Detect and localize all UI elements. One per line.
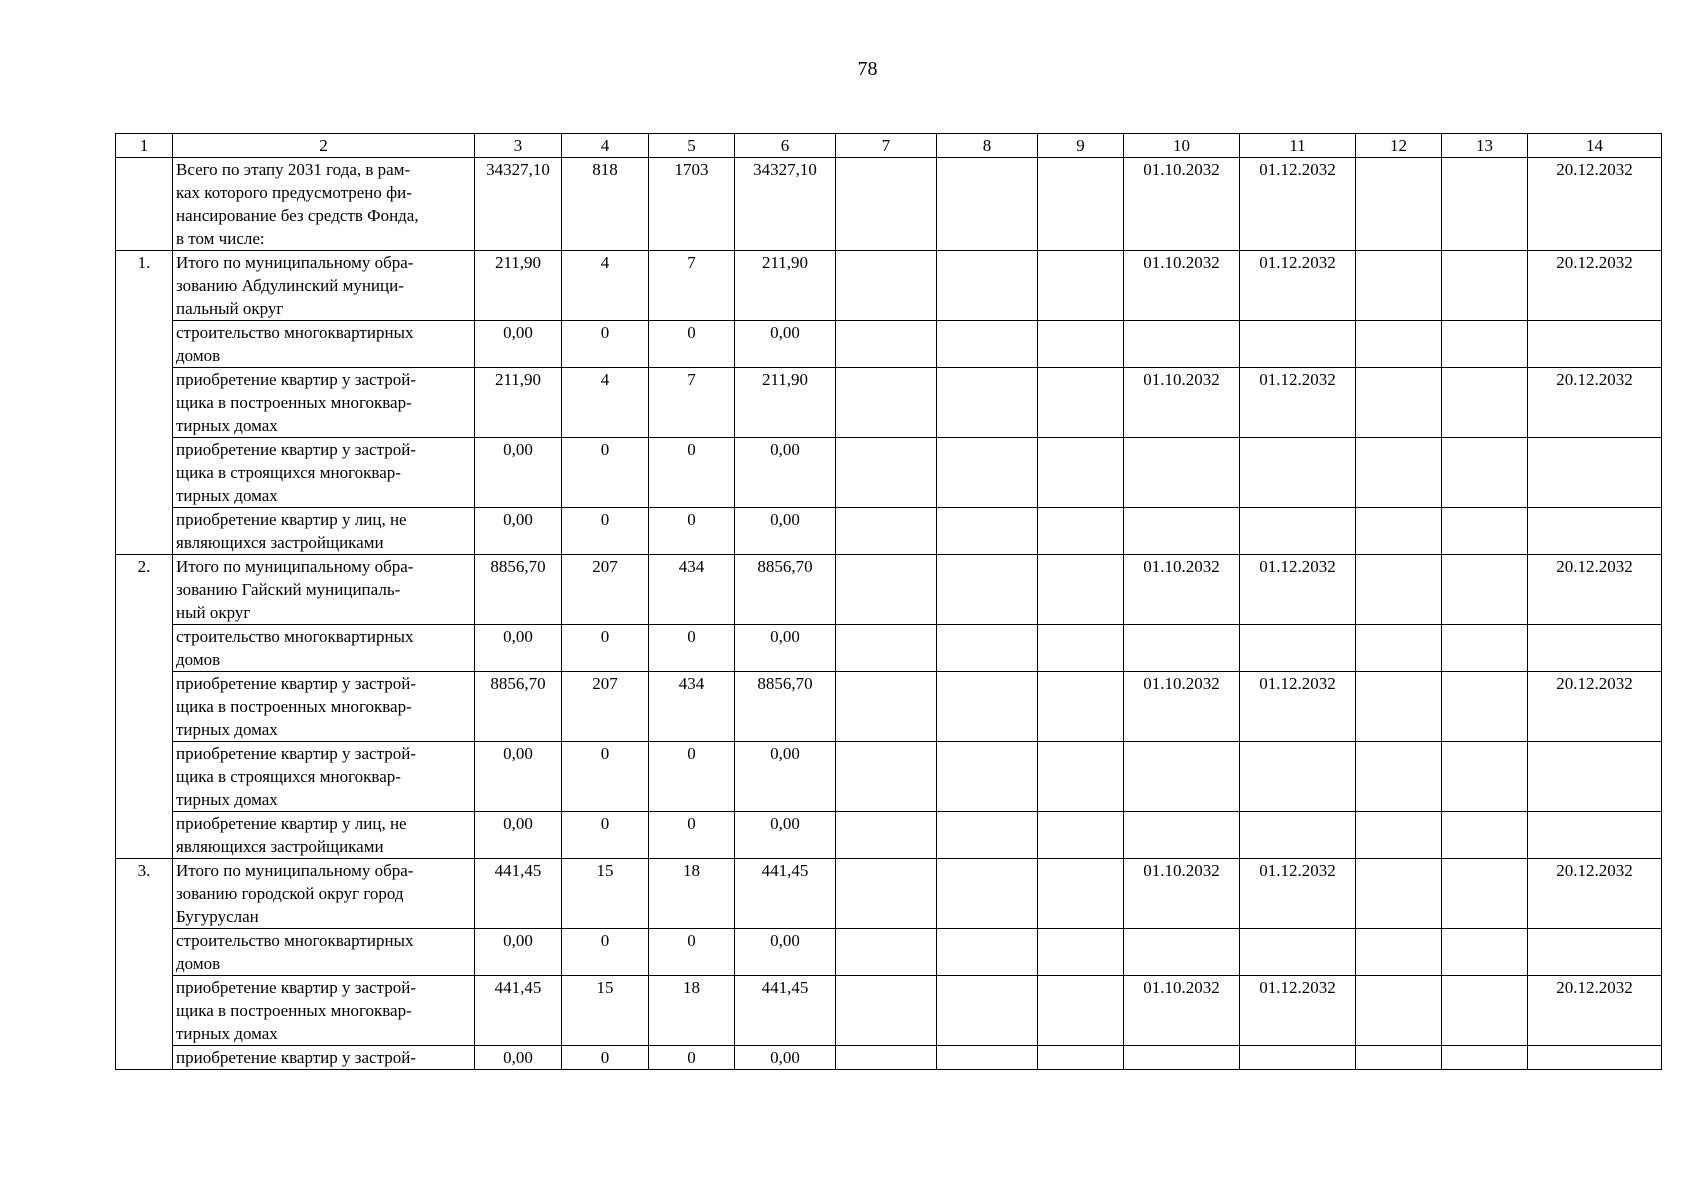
cell-col-14: 20.12.2032 — [1528, 251, 1662, 321]
cell-col-13 — [1442, 508, 1528, 555]
table-row — [116, 812, 1662, 859]
table-row — [116, 1046, 1662, 1070]
table-row — [116, 672, 1662, 742]
cell-col-7 — [836, 555, 937, 625]
cell-col-3: 0,00 — [475, 812, 562, 859]
cell-col-12 — [1356, 555, 1442, 625]
cell-col-8 — [937, 859, 1038, 929]
cell-col-13 — [1442, 859, 1528, 929]
cell-col-3: 0,00 — [475, 742, 562, 812]
cell-col-10 — [1124, 508, 1240, 555]
cell-col-7 — [836, 742, 937, 812]
cell-col-3: 8856,70 — [475, 555, 562, 625]
cell-col-7 — [836, 672, 937, 742]
cell-col-12 — [1356, 321, 1442, 368]
cell-col-8 — [937, 812, 1038, 859]
cell-col-3: 8856,70 — [475, 672, 562, 742]
cell-col-13 — [1442, 1046, 1528, 1070]
cell-col-5: 0 — [649, 1046, 735, 1070]
cell-col-6: 0,00 — [735, 438, 836, 508]
cell-col-13 — [1442, 555, 1528, 625]
cell-col-5: 0 — [649, 438, 735, 508]
header-cell-8: 8 — [937, 134, 1038, 158]
cell-col-14: 20.12.2032 — [1528, 158, 1662, 251]
cell-col-6: 0,00 — [735, 742, 836, 812]
cell-col-7 — [836, 251, 937, 321]
cell-col-5: 18 — [649, 976, 735, 1046]
cell-col-6: 8856,70 — [735, 672, 836, 742]
cell-col-5: 7 — [649, 251, 735, 321]
row-description-cell: Итого по муниципальному обра- зованию городской округ город Бугуруслан — [173, 859, 475, 929]
cell-col-14: 20.12.2032 — [1528, 976, 1662, 1046]
cell-col-4: 15 — [562, 976, 649, 1046]
cell-col-10 — [1124, 321, 1240, 368]
cell-col-10: 01.10.2032 — [1124, 976, 1240, 1046]
row-description-cell: Итого по муниципальному обра- зованию Гайский муниципаль- ный округ — [173, 555, 475, 625]
cell-col-5: 0 — [649, 508, 735, 555]
header-cell-11: 11 — [1240, 134, 1356, 158]
cell-col-14 — [1528, 508, 1662, 555]
cell-col-6: 0,00 — [735, 929, 836, 976]
cell-col-11: 01.12.2032 — [1240, 976, 1356, 1046]
header-cell-5: 5 — [649, 134, 735, 158]
cell-col-13 — [1442, 438, 1528, 508]
cell-col-6: 441,45 — [735, 976, 836, 1046]
cell-col-4: 4 — [562, 251, 649, 321]
cell-col-4: 0 — [562, 929, 649, 976]
cell-col-10 — [1124, 812, 1240, 859]
cell-col-9 — [1038, 321, 1124, 368]
cell-col-3: 34327,10 — [475, 158, 562, 251]
header-cell-14: 14 — [1528, 134, 1662, 158]
cell-col-12 — [1356, 929, 1442, 976]
row-description-cell: приобретение квартир у лиц, не являющихся застройщиками — [173, 812, 475, 859]
cell-col-8 — [937, 672, 1038, 742]
cell-col-11 — [1240, 508, 1356, 555]
cell-col-5: 0 — [649, 929, 735, 976]
row-number-cell: 3. — [116, 859, 173, 1070]
cell-col-6: 0,00 — [735, 321, 836, 368]
table-row — [116, 508, 1662, 555]
cell-col-4: 207 — [562, 555, 649, 625]
cell-col-12 — [1356, 438, 1442, 508]
cell-col-6: 0,00 — [735, 812, 836, 859]
table-row — [116, 929, 1662, 976]
table-row — [116, 976, 1662, 1046]
cell-col-9 — [1038, 368, 1124, 438]
cell-col-8 — [937, 321, 1038, 368]
cell-col-10 — [1124, 625, 1240, 672]
row-description-cell: приобретение квартир у лиц, не являющихся застройщиками — [173, 508, 475, 555]
cell-col-4: 818 — [562, 158, 649, 251]
cell-col-11: 01.12.2032 — [1240, 859, 1356, 929]
cell-col-13 — [1442, 321, 1528, 368]
cell-col-7 — [836, 368, 937, 438]
cell-col-4: 0 — [562, 438, 649, 508]
cell-col-14 — [1528, 438, 1662, 508]
cell-col-7 — [836, 438, 937, 508]
cell-col-11: 01.12.2032 — [1240, 158, 1356, 251]
table-row — [116, 438, 1662, 508]
cell-col-7 — [836, 158, 937, 251]
row-description-cell: приобретение квартир у застрой- щика в построенных многоквар- тирных домах — [173, 672, 475, 742]
table-body — [116, 134, 1662, 1070]
row-description-cell: строительство многоквартирных домов — [173, 321, 475, 368]
cell-col-12 — [1356, 742, 1442, 812]
cell-col-10 — [1124, 438, 1240, 508]
cell-col-10: 01.10.2032 — [1124, 368, 1240, 438]
cell-col-7 — [836, 859, 937, 929]
header-cell-12: 12 — [1356, 134, 1442, 158]
cell-col-11: 01.12.2032 — [1240, 555, 1356, 625]
table-row — [116, 251, 1662, 321]
cell-col-8 — [937, 555, 1038, 625]
row-description-cell: приобретение квартир у застрой- щика в строящихся многоквар- тирных домах — [173, 742, 475, 812]
cell-col-4: 4 — [562, 368, 649, 438]
cell-col-12 — [1356, 251, 1442, 321]
cell-col-13 — [1442, 929, 1528, 976]
cell-col-8 — [937, 625, 1038, 672]
cell-col-5: 0 — [649, 742, 735, 812]
cell-col-8 — [937, 368, 1038, 438]
cell-col-13 — [1442, 251, 1528, 321]
cell-col-9 — [1038, 625, 1124, 672]
table-row — [116, 158, 1662, 251]
cell-col-12 — [1356, 158, 1442, 251]
cell-col-11 — [1240, 438, 1356, 508]
cell-col-4: 0 — [562, 625, 649, 672]
cell-col-7 — [836, 929, 937, 976]
cell-col-3: 0,00 — [475, 321, 562, 368]
cell-col-12 — [1356, 368, 1442, 438]
cell-col-13 — [1442, 812, 1528, 859]
cell-col-9 — [1038, 929, 1124, 976]
cell-col-9 — [1038, 672, 1124, 742]
cell-col-10: 01.10.2032 — [1124, 158, 1240, 251]
cell-col-12 — [1356, 812, 1442, 859]
cell-col-4: 0 — [562, 1046, 649, 1070]
cell-col-8 — [937, 1046, 1038, 1070]
header-cell-13: 13 — [1442, 134, 1528, 158]
cell-col-3: 211,90 — [475, 368, 562, 438]
cell-col-12 — [1356, 1046, 1442, 1070]
cell-col-3: 0,00 — [475, 508, 562, 555]
cell-col-8 — [937, 438, 1038, 508]
cell-col-3: 211,90 — [475, 251, 562, 321]
cell-col-4: 15 — [562, 859, 649, 929]
cell-col-11 — [1240, 1046, 1356, 1070]
cell-col-11 — [1240, 812, 1356, 859]
cell-col-10: 01.10.2032 — [1124, 251, 1240, 321]
cell-col-10: 01.10.2032 — [1124, 555, 1240, 625]
cell-col-5: 1703 — [649, 158, 735, 251]
cell-col-12 — [1356, 508, 1442, 555]
page-number: 78 — [857, 58, 878, 80]
cell-col-7 — [836, 625, 937, 672]
cell-col-3: 0,00 — [475, 1046, 562, 1070]
header-cell-4: 4 — [562, 134, 649, 158]
cell-col-5: 0 — [649, 625, 735, 672]
cell-col-5: 434 — [649, 672, 735, 742]
cell-col-10 — [1124, 1046, 1240, 1070]
program-table — [115, 133, 1662, 1070]
cell-col-5: 0 — [649, 321, 735, 368]
cell-col-5: 0 — [649, 812, 735, 859]
cell-col-13 — [1442, 672, 1528, 742]
cell-col-6: 211,90 — [735, 251, 836, 321]
row-description-cell: Всего по этапу 2031 года, в рам- ках которого предусмотрено фи- нансирование без средств Фонда, в том числе: — [173, 158, 475, 251]
cell-col-12 — [1356, 625, 1442, 672]
cell-col-5: 18 — [649, 859, 735, 929]
cell-col-3: 0,00 — [475, 929, 562, 976]
cell-col-5: 7 — [649, 368, 735, 438]
cell-col-6: 211,90 — [735, 368, 836, 438]
row-number-cell: 2. — [116, 555, 173, 859]
cell-col-10 — [1124, 929, 1240, 976]
row-number-cell: 1. — [116, 251, 173, 555]
cell-col-13 — [1442, 368, 1528, 438]
cell-col-4: 207 — [562, 672, 649, 742]
row-description-cell: приобретение квартир у застрой- щика в построенных многоквар- тирных домах — [173, 368, 475, 438]
header-cell-2: 2 — [173, 134, 475, 158]
header-cell-10: 10 — [1124, 134, 1240, 158]
cell-col-9 — [1038, 742, 1124, 812]
cell-col-10: 01.10.2032 — [1124, 859, 1240, 929]
cell-col-4: 0 — [562, 812, 649, 859]
cell-col-14: 20.12.2032 — [1528, 672, 1662, 742]
row-description-cell: приобретение квартир у застрой- щика в построенных многоквар- тирных домах — [173, 976, 475, 1046]
cell-col-14 — [1528, 812, 1662, 859]
row-description-cell: строительство многоквартирных домов — [173, 929, 475, 976]
cell-col-4: 0 — [562, 742, 649, 812]
cell-col-3: 441,45 — [475, 976, 562, 1046]
header-cell-1: 1 — [116, 134, 173, 158]
cell-col-14 — [1528, 321, 1662, 368]
cell-col-10 — [1124, 742, 1240, 812]
cell-col-12 — [1356, 976, 1442, 1046]
cell-col-4: 0 — [562, 321, 649, 368]
cell-col-4: 0 — [562, 508, 649, 555]
cell-col-3: 0,00 — [475, 625, 562, 672]
cell-col-8 — [937, 742, 1038, 812]
cell-col-8 — [937, 929, 1038, 976]
cell-col-3: 441,45 — [475, 859, 562, 929]
cell-col-11 — [1240, 929, 1356, 976]
table-row — [116, 555, 1662, 625]
cell-col-7 — [836, 321, 937, 368]
cell-col-14 — [1528, 742, 1662, 812]
cell-col-14: 20.12.2032 — [1528, 859, 1662, 929]
cell-col-14 — [1528, 625, 1662, 672]
table-row — [116, 742, 1662, 812]
cell-col-6: 0,00 — [735, 625, 836, 672]
cell-col-8 — [937, 251, 1038, 321]
cell-col-10: 01.10.2032 — [1124, 672, 1240, 742]
header-row — [116, 134, 1662, 158]
cell-col-3: 0,00 — [475, 438, 562, 508]
cell-col-11: 01.12.2032 — [1240, 672, 1356, 742]
table-row — [116, 625, 1662, 672]
cell-col-8 — [937, 158, 1038, 251]
cell-col-7 — [836, 812, 937, 859]
cell-col-8 — [937, 508, 1038, 555]
cell-col-11: 01.12.2032 — [1240, 251, 1356, 321]
cell-col-13 — [1442, 158, 1528, 251]
cell-col-9 — [1038, 1046, 1124, 1070]
header-cell-7: 7 — [836, 134, 937, 158]
cell-col-14 — [1528, 1046, 1662, 1070]
cell-col-6: 0,00 — [735, 508, 836, 555]
cell-col-11 — [1240, 321, 1356, 368]
cell-col-6: 441,45 — [735, 859, 836, 929]
cell-col-11: 01.12.2032 — [1240, 368, 1356, 438]
row-description-cell: строительство многоквартирных домов — [173, 625, 475, 672]
cell-col-9 — [1038, 508, 1124, 555]
cell-col-9 — [1038, 158, 1124, 251]
cell-col-9 — [1038, 812, 1124, 859]
cell-col-14 — [1528, 929, 1662, 976]
cell-col-9 — [1038, 976, 1124, 1046]
cell-col-11 — [1240, 625, 1356, 672]
cell-col-7 — [836, 976, 937, 1046]
row-description-cell: приобретение квартир у застрой- — [173, 1046, 475, 1070]
cell-col-5: 434 — [649, 555, 735, 625]
header-cell-3: 3 — [475, 134, 562, 158]
cell-col-13 — [1442, 742, 1528, 812]
header-cell-9: 9 — [1038, 134, 1124, 158]
cell-col-7 — [836, 1046, 937, 1070]
cell-col-12 — [1356, 672, 1442, 742]
row-description-cell: приобретение квартир у застрой- щика в строящихся многоквар- тирных домах — [173, 438, 475, 508]
cell-col-14: 20.12.2032 — [1528, 368, 1662, 438]
cell-col-6: 8856,70 — [735, 555, 836, 625]
cell-col-9 — [1038, 438, 1124, 508]
cell-col-11 — [1240, 742, 1356, 812]
cell-col-7 — [836, 508, 937, 555]
cell-col-9 — [1038, 859, 1124, 929]
table-row — [116, 321, 1662, 368]
cell-col-9 — [1038, 251, 1124, 321]
cell-col-12 — [1356, 859, 1442, 929]
table-row — [116, 368, 1662, 438]
cell-col-13 — [1442, 625, 1528, 672]
table-row — [116, 859, 1662, 929]
cell-col-14: 20.12.2032 — [1528, 555, 1662, 625]
cell-col-6: 0,00 — [735, 1046, 836, 1070]
header-cell-6: 6 — [735, 134, 836, 158]
row-description-cell: Итого по муниципальному обра- зованию Абдулинский муници- пальный округ — [173, 251, 475, 321]
row-number-cell — [116, 158, 173, 251]
cell-col-8 — [937, 976, 1038, 1046]
cell-col-6: 34327,10 — [735, 158, 836, 251]
cell-col-13 — [1442, 976, 1528, 1046]
cell-col-9 — [1038, 555, 1124, 625]
